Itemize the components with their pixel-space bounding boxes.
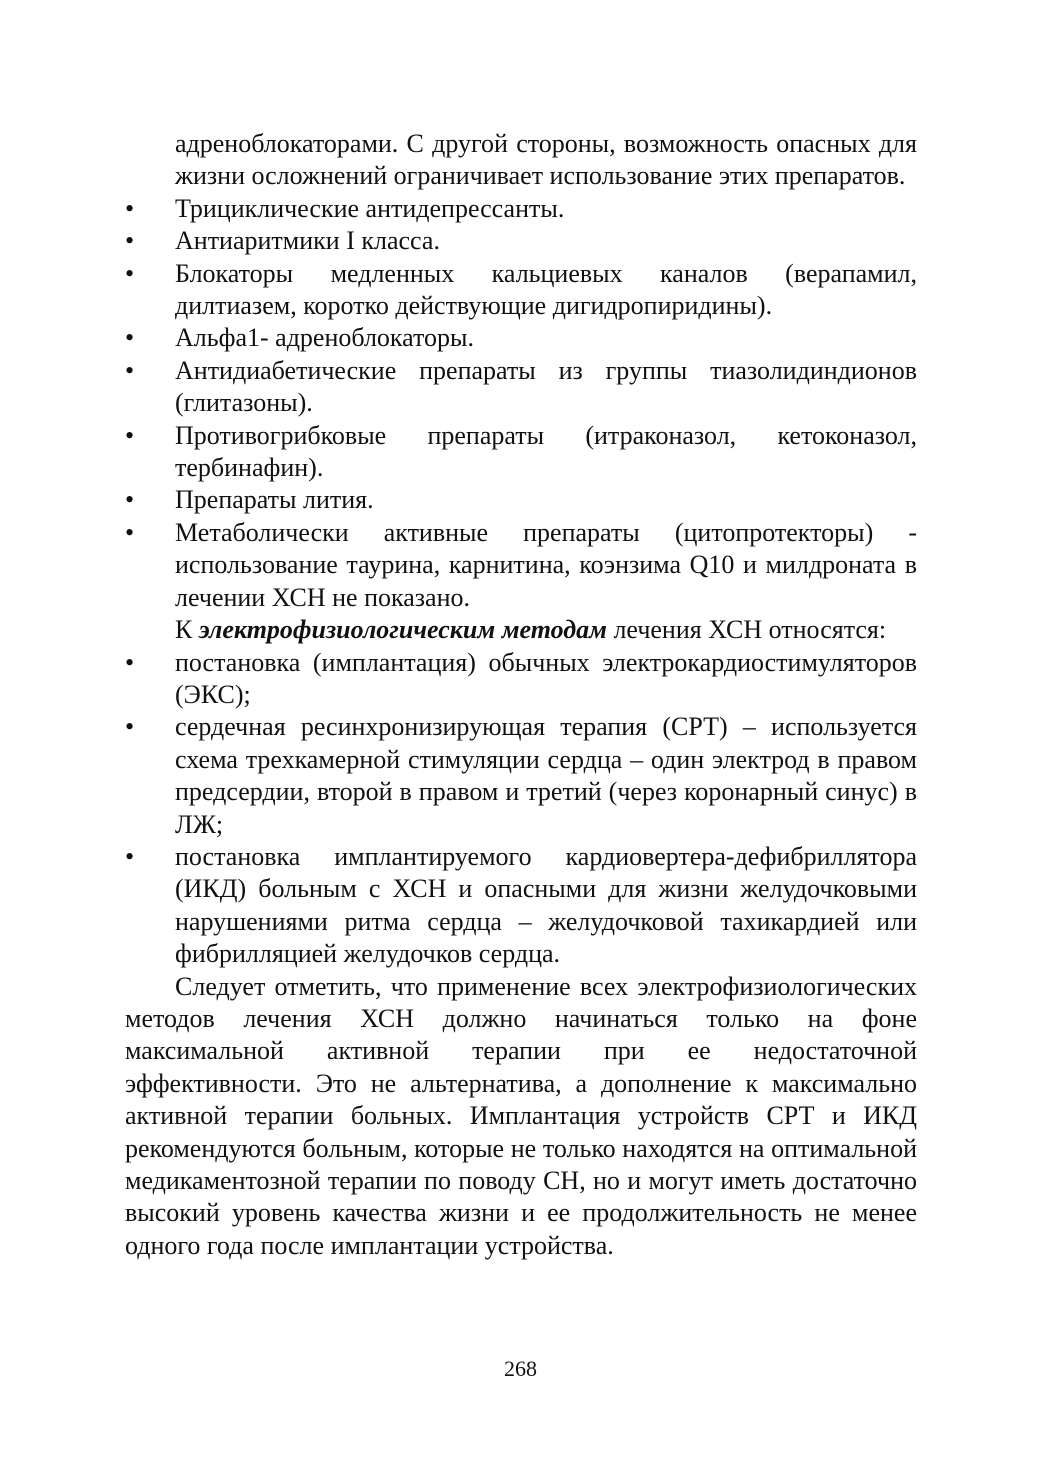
list-item: • сердечная ресинхронизирующая терапия (СРТ) – используется схема трехкамерной стимуляции сердца – один электрод в правом предсердии, второй в правом и третий (через коронарный синус) в ЛЖ; xyxy=(125,712,917,839)
list-item: • Метаболически активные препараты (цитопротекторы) - использование таурина, карнитина, коэнзима Q10 и милдроната в лечении ХСН не показано. xyxy=(125,517,917,612)
list-item: • Альфа1- адреноблокаторы. xyxy=(125,322,917,354)
closing-paragraph: Следует отметить, что применение всех электрофизиологических методов лечения ХСН должно начинаться только на фоне максимальной активной терапии при ее недостаточной эффективности. Это не альтернатива, а дополнение к максимально активной терапии больных. Имплантация устройств СРТ и ИКД рекомендуются больным, которые не только находятся на оптимальной медикаментозной терапии по поводу СН, но и могут иметь достаточно высокий уровень качества жизни и ее продолжительность не менее одного года после имплантации устройства. xyxy=(125,971,917,1260)
list-item: • постановка имплантируемого кардиовертера-дефибриллятора (ИКД) больным с ХСН и опасными для жизни желудочковыми нарушениями ритма сердца – желудочковой тахикардией или фибрилляцией желудочков сердца. xyxy=(125,841,917,969)
list-item: • Антидиабетические препараты из группы тиазолидиндионов (глитазоны). xyxy=(125,355,917,418)
intro-paragraph: К электрофизиологическим методам лечения ХСН относятся: xyxy=(175,615,887,645)
methods-list xyxy=(125,647,917,971)
page-number: 268 xyxy=(504,1356,537,1381)
bullet-icon: • xyxy=(125,355,135,385)
bullet-icon: • xyxy=(125,517,135,547)
emphasis-term: электрофизиологическим методам xyxy=(198,615,607,645)
continuation-text: адреноблокаторами. С другой стороны, возможность опасных для жизни осложнений ограничивает использование этих препаратов. xyxy=(175,129,917,191)
list-item: • Препараты лития. xyxy=(125,484,917,516)
bullet-icon: • xyxy=(125,712,135,742)
bullet-icon: • xyxy=(125,647,135,677)
list-item: • Блокаторы медленных кальциевых каналов (верапамил, дилтиазем, коротко действующие дигидропиридины). xyxy=(125,258,917,321)
bullet-icon: • xyxy=(125,485,135,515)
bullet-icon: • xyxy=(125,226,135,256)
list-item: • Антиаритмики I класса. xyxy=(125,225,917,257)
drug-list xyxy=(125,193,917,614)
bullet-icon: • xyxy=(125,841,135,871)
page-body xyxy=(125,128,917,1262)
bullet-icon: • xyxy=(125,420,135,450)
list-item: • Противогрибковые препараты (итраконазол, кетоконазол, тербинафин). xyxy=(125,420,917,483)
bullet-icon: • xyxy=(125,258,135,288)
bullet-icon: • xyxy=(125,323,135,353)
bullet-icon: • xyxy=(125,193,135,223)
list-item: • Трициклические антидепрессанты. xyxy=(125,193,917,225)
list-item: • постановка (имплантация) обычных электрокардиостимуляторов (ЭКС); xyxy=(125,647,917,709)
